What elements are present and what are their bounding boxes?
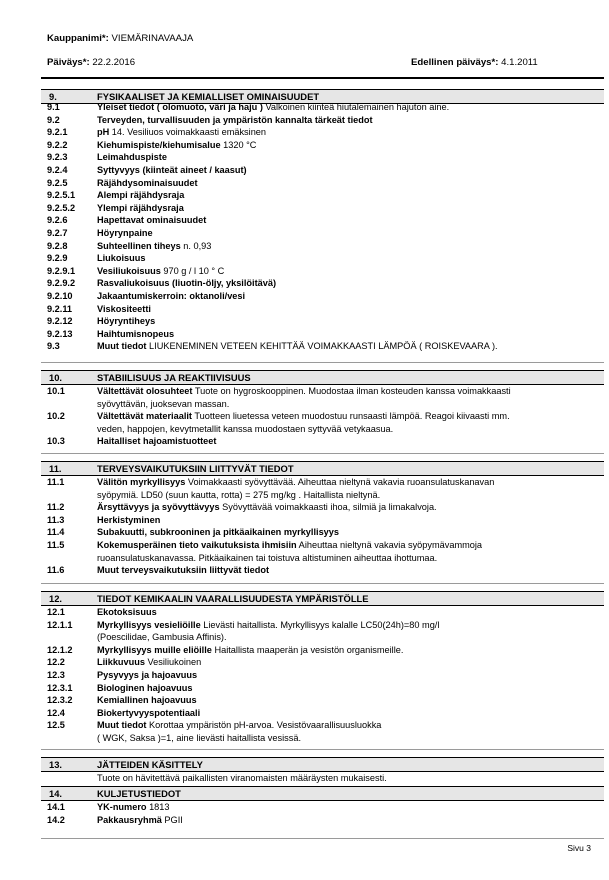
row-label: Räjähdysominaisuudet [97, 177, 198, 188]
row-content [97, 814, 597, 827]
row-content [97, 315, 597, 328]
row-label: Muut tiedot [97, 720, 147, 731]
row-content [97, 151, 597, 164]
row-number: 12.3.1 [47, 682, 73, 693]
row-content [97, 340, 597, 353]
row-content [97, 114, 597, 127]
row-number: 11.1 [47, 477, 65, 487]
row-label: Kokemusperäinen tieto vaikutuksista ihmisiin [97, 540, 297, 550]
date-line [47, 57, 135, 68]
row-number: 14.1 [47, 802, 65, 812]
row-label: Biokertyvyyspotentiaali [97, 707, 201, 718]
row-content [97, 514, 597, 527]
section-number: 14. [49, 788, 63, 799]
row-value-continued: (Poescilidae, Gambusia Affinis). [97, 632, 227, 643]
row-label: Haihtumisnopeus [97, 328, 175, 339]
header-divider [41, 77, 604, 79]
row-number: 9.2 [47, 114, 60, 125]
row-number: 9.2.3 [47, 152, 68, 163]
row-number: 9.2.8 [47, 240, 68, 251]
row-content [97, 177, 597, 190]
row-value-continued: syövyttävän, juoksevan massan. [97, 398, 230, 409]
row-number: 9.2.6 [47, 215, 68, 226]
row-label: YK-numero [97, 802, 147, 812]
row-number: 9.2.13 [47, 328, 73, 339]
section-12-heading [41, 591, 604, 606]
section-10-heading [41, 370, 604, 385]
row-content [97, 501, 597, 514]
row-content [97, 719, 597, 744]
row-content [97, 227, 597, 240]
row-number: 12.1.2 [47, 644, 73, 655]
row-label: Biologinen hajoavuus [97, 682, 193, 693]
row-label: Terveyden, turvallisuuden ja ympäristön kannalta tärkeät tiedot [97, 114, 373, 125]
section-13-heading [41, 757, 604, 772]
row-content [97, 139, 597, 152]
section-title: TIEDOT KEMIKAALIN VAARALLISUUDESTA YMPÄRISTÖLLE [97, 593, 369, 604]
row-content [97, 277, 597, 290]
row-value: 970 g / l 10 ° C [160, 265, 225, 276]
row-number: 9.2.9 [47, 253, 68, 264]
section-divider [41, 583, 604, 584]
prev-date-label: Edellinen päiväys*: [411, 57, 499, 68]
row-number: 9.2.1 [47, 127, 68, 138]
row-label: Välitön myrkyllisyys [97, 477, 186, 487]
row-number: 11.4 [47, 527, 65, 538]
row-content [97, 410, 597, 435]
row-label: Suhteellinen tiheys [97, 240, 181, 251]
row-number: 9.2.9.2 [47, 278, 76, 289]
row-number: 12.3 [47, 670, 65, 680]
row-value-continued: ruoansulatuskanavassa. Pitkäaikainen tai toistuva altistuminen aiheuttaa ihottumaa. [97, 552, 438, 563]
row-label: Vältettävät materiaalit [97, 411, 192, 422]
section-13-text: Tuote on hävitettävä paikallisten viranomaisten määräysten mukaisesti. [97, 773, 387, 783]
row-number: 9.2.9.1 [47, 265, 76, 276]
row-number: 12.1.1 [47, 619, 73, 630]
date-label: Päiväys*: [47, 57, 90, 68]
row-content [97, 801, 597, 814]
row-content [97, 164, 597, 177]
section-11-heading [41, 461, 604, 476]
row-label: Syttyvyys (kiinteät aineet / kaasut) [97, 165, 247, 175]
row-label: Pakkausryhmä [97, 814, 162, 825]
row-label: Alempi räjähdysraja [97, 190, 185, 201]
row-number: 12.1 [47, 607, 65, 617]
section-title: KULJETUSTIEDOT [97, 788, 181, 799]
row-number: 10.1 [47, 386, 65, 396]
row-value: Aiheuttaa nieltynä vakavia syöpymävammoja [296, 540, 483, 550]
row-label: Hapettavat ominaisuudet [97, 215, 207, 226]
row-label: Liukoisuus [97, 253, 146, 264]
section-divider [41, 749, 604, 750]
row-number: 9.2.10 [47, 291, 73, 301]
row-number: 9.2.5.2 [47, 202, 76, 213]
section-title: FYSIKAALISET JA KEMIALLISET OMINAISUUDET [97, 91, 320, 102]
row-content [97, 644, 597, 657]
row-number: 9.2.2 [47, 139, 68, 150]
row-content [97, 564, 597, 577]
row-value: Korottaa ympäristön pH-arvoa. Vesistövaarallisuusluokka [146, 720, 382, 731]
row-content [97, 328, 597, 341]
row-label: Leimahduspiste [97, 152, 167, 163]
row-label: Jakaantumiskerroin: oktanoli/vesi [97, 291, 246, 301]
row-content [97, 669, 597, 682]
row-value: Voimakkaasti syövyttävää. Aiheuttaa nieltynä vakavia ruoansulatuskanavan [185, 477, 495, 487]
row-label: Herkistyminen [97, 514, 161, 525]
section-title: STABIILISUUS JA REAKTIIVISUUS [97, 372, 251, 383]
row-value: Tuote on hygroskooppinen. Muodostaa ilman kosteuden kanssa voimakkaasti [192, 386, 511, 396]
row-label: Muut tiedot [97, 341, 147, 352]
row-label: Myrkyllisyys vesieliöille [97, 619, 201, 630]
row-content [97, 682, 597, 695]
row-number: 12.3.2 [47, 695, 73, 706]
row-content [97, 240, 597, 253]
section-number: 11. [49, 463, 62, 474]
section-number: 9. [49, 91, 57, 102]
row-number: 12.4 [47, 707, 65, 718]
row-content [97, 539, 597, 564]
row-value-continued: veden, happojen, kevytmetallit kanssa muodostaen syttyvää vetykaasua. [97, 423, 394, 434]
row-number: 9.2.7 [47, 228, 68, 238]
row-label: Subakuutti, subkrooninen ja pitkäaikainen myrkyllisyys [97, 527, 340, 538]
row-number: 9.3 [47, 341, 60, 352]
row-content [97, 265, 597, 278]
section-title: JÄTTEIDEN KÄSITTELY [97, 759, 203, 770]
footer-divider [41, 838, 604, 839]
row-label: Ylempi räjähdysraja [97, 202, 184, 213]
row-number: 10.2 [47, 411, 65, 422]
row-label: Muut terveysvaikutuksiin liittyvät tiedot [97, 565, 270, 576]
product-line [47, 33, 193, 44]
row-label: Haitalliset hajoamistuotteet [97, 436, 217, 447]
row-label: Vältettävät olosuhteet [97, 386, 193, 396]
page-number: Sivu 3 [567, 843, 591, 853]
row-value: 1813 [146, 802, 170, 812]
row-value: 1320 °C [220, 139, 257, 150]
row-content [97, 252, 597, 265]
section-14-heading [41, 786, 604, 801]
row-label: Ekotoksisuus [97, 607, 157, 617]
section-divider [41, 453, 604, 454]
row-value: Syövyttävää voimakkaasti ihoa, silmiä ja limakalvoja. [219, 502, 437, 513]
row-content [97, 101, 597, 114]
row-number: 9.2.4 [47, 165, 68, 175]
row-number: 11.3 [47, 514, 65, 525]
row-number: 11.2 [47, 502, 65, 513]
section-title: TERVEYSVAIKUTUKSIIN LIITTYVÄT TIEDOT [97, 463, 294, 474]
row-label: Ärsyttävyys ja syövyttävyys [97, 502, 220, 513]
section-number: 12. [49, 593, 63, 604]
row-number: 14.2 [47, 814, 65, 825]
section-number: 10. [49, 372, 63, 383]
row-label: Liikkuvuus [97, 657, 145, 668]
row-label: Kemiallinen hajoavuus [97, 695, 197, 706]
row-label: Viskositeetti [97, 303, 151, 314]
row-content [97, 290, 597, 303]
row-label: pH [97, 127, 110, 138]
date-value: 22.2.2016 [92, 57, 136, 68]
row-content [97, 214, 597, 227]
row-value: Haitallista maaperän ja vesistön organismeille. [211, 644, 404, 655]
section-number: 13. [49, 759, 63, 770]
row-label: Rasvaliukoisuus (liuotin-öljy, yksilöitävä) [97, 278, 277, 289]
row-number: 9.2.11 [47, 303, 73, 314]
row-value: Vesiliukoinen [145, 657, 202, 668]
row-content [97, 189, 597, 202]
row-value: Tuotteen liuetessa veteen muodostuu runsaasti lämpöä. Reagoi kiivaasti mm. [191, 411, 510, 422]
row-label: Myrkyllisyys muille eliöille [97, 644, 212, 655]
prev-date-line [411, 57, 538, 68]
row-content [97, 656, 597, 669]
section-divider [41, 362, 604, 363]
row-value: Lievästi haitallista. Myrkyllisyys kalalle LC50(24h)=80 mg/l [200, 619, 440, 630]
product-value: VIEMÄRINAVAAJA [111, 33, 194, 44]
row-number: 9.2.5 [47, 177, 68, 188]
row-content [97, 202, 597, 215]
row-label: Yleiset tiedot ( olomuoto, väri ja haju ) [97, 102, 263, 112]
row-number: 9.2.12 [47, 316, 73, 327]
row-value: 14. Vesiliuos voimakkaasti emäksinen [109, 127, 267, 138]
product-label: Kauppanimi*: [47, 33, 109, 44]
row-value: n. 0,93 [180, 240, 212, 251]
row-content [97, 694, 597, 707]
row-content [97, 476, 597, 501]
row-value-continued: ( WGK, Saksa )=1, aine lievästi haitallista vesissä. [97, 732, 301, 743]
row-content [97, 619, 597, 644]
row-value: PGII [161, 814, 183, 825]
row-label: Vesiliukoisuus [97, 265, 161, 276]
row-content [97, 126, 597, 139]
row-value: LIUKENEMINEN VETEEN KEHITTÄÄ VOIMAKKAASTI LÄMPÖÄ ( ROISKEVAARA ). [146, 341, 498, 352]
row-label: Höyrynpaine [97, 228, 153, 238]
row-number: 11.6 [47, 565, 65, 576]
row-label: Höyryntiheys [97, 316, 156, 327]
row-number: 10.3 [47, 436, 65, 447]
row-label: Pysyvyys ja hajoavuus [97, 670, 198, 680]
prev-date-value: 4.1.2011 [501, 57, 538, 68]
row-number: 11.5 [47, 540, 65, 550]
row-number: 12.2 [47, 657, 65, 668]
row-content [97, 526, 597, 539]
row-content [97, 435, 597, 448]
row-content [97, 385, 597, 410]
row-label: Kiehumispiste/kiehumisalue [97, 139, 221, 150]
row-number: 12.5 [47, 720, 65, 731]
row-content [97, 707, 597, 720]
row-number: 9.2.5.1 [47, 190, 76, 201]
row-content [97, 303, 597, 316]
row-content [97, 606, 597, 619]
row-value: Valkoinen kiinteä hiutalemainen hajuton aine. [262, 102, 450, 112]
row-number: 9.1 [47, 102, 60, 112]
row-value-continued: syöpymiä. LD50 (suun kautta, rotta) = 275 mg/kg . Haitallista nieltynä. [97, 489, 381, 500]
